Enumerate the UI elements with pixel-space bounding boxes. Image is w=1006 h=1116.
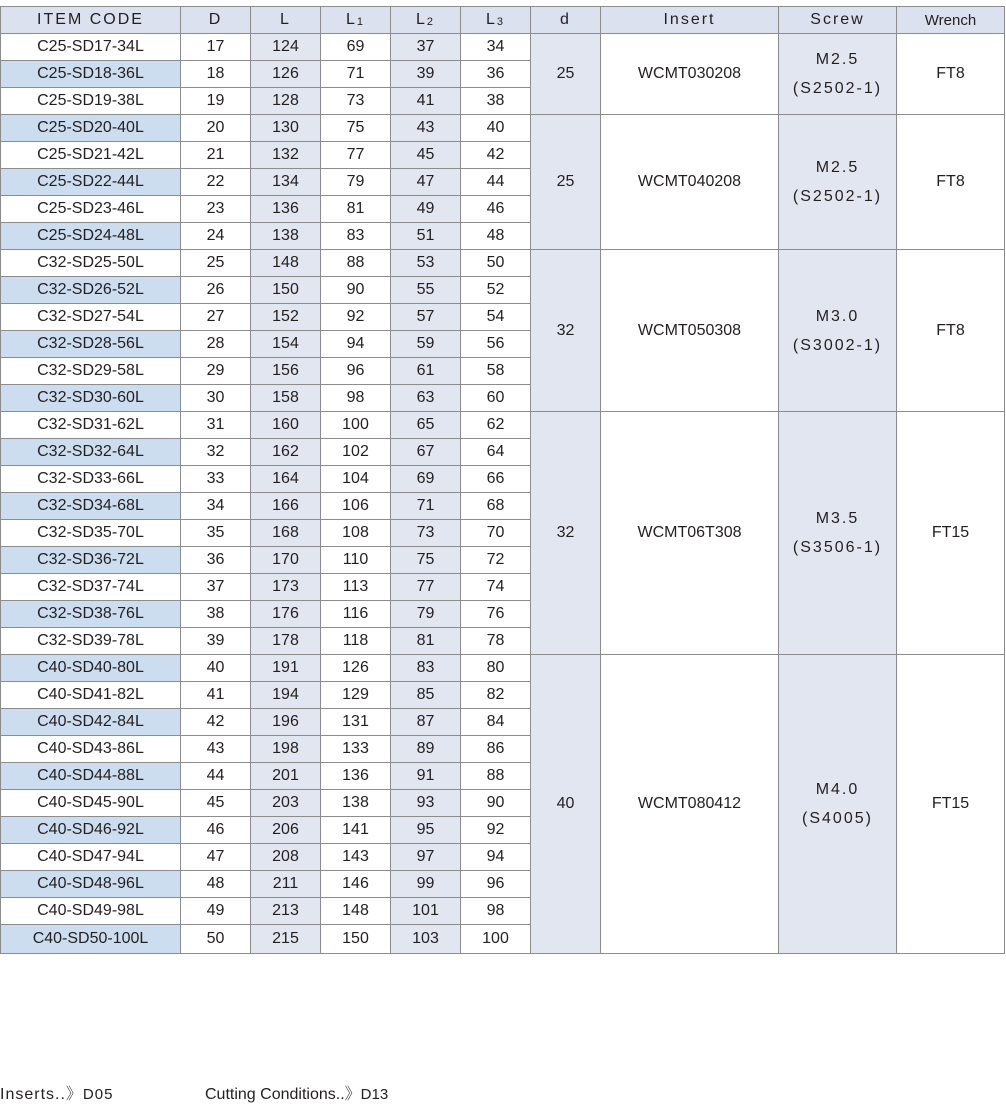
L2-cell: 61 — [391, 358, 461, 385]
D-cell: 46 — [181, 817, 251, 844]
header-L2-sub: 2 — [426, 16, 436, 28]
D-cell: 48 — [181, 871, 251, 898]
L-cell: 176 — [251, 601, 321, 628]
L-cell: 213 — [251, 898, 321, 925]
L1-cell: 100 — [321, 412, 391, 439]
L1-cell: 146 — [321, 871, 391, 898]
L2-cell: 93 — [391, 790, 461, 817]
L2-cell: 45 — [391, 142, 461, 169]
D-cell: 47 — [181, 844, 251, 871]
L2-cell: 49 — [391, 196, 461, 223]
L3-cell: 78 — [461, 628, 531, 655]
L1-cell: 71 — [321, 61, 391, 88]
L1-cell: 92 — [321, 304, 391, 331]
item-code-cell: C40-SD44-88L — [1, 763, 181, 790]
L2-cell: 79 — [391, 601, 461, 628]
D-cell: 26 — [181, 277, 251, 304]
D-cell: 17 — [181, 34, 251, 61]
L2-cell: 89 — [391, 736, 461, 763]
wrench-cell: FT8 — [897, 115, 1005, 250]
L1-cell: 94 — [321, 331, 391, 358]
D-cell: 41 — [181, 682, 251, 709]
D-cell: 39 — [181, 628, 251, 655]
L2-cell: 71 — [391, 493, 461, 520]
header-row — [1, 7, 1005, 34]
L2-cell: 83 — [391, 655, 461, 682]
D-cell: 49 — [181, 898, 251, 925]
screw-cell — [779, 250, 897, 412]
L3-cell: 70 — [461, 520, 531, 547]
L1-cell: 77 — [321, 142, 391, 169]
L1-cell: 138 — [321, 790, 391, 817]
item-code-cell: C40-SD47-94L — [1, 844, 181, 871]
wrench-cell: FT8 — [897, 250, 1005, 412]
header-L2 — [391, 7, 461, 34]
L-cell: 206 — [251, 817, 321, 844]
D-cell: 18 — [181, 61, 251, 88]
L1-cell: 126 — [321, 655, 391, 682]
header-insert: Insert — [601, 7, 779, 34]
item-code-cell: C40-SD48-96L — [1, 871, 181, 898]
L3-cell: 90 — [461, 790, 531, 817]
L1-cell: 83 — [321, 223, 391, 250]
D-cell: 34 — [181, 493, 251, 520]
L-cell: 134 — [251, 169, 321, 196]
header-L1 — [321, 7, 391, 34]
L2-cell: 85 — [391, 682, 461, 709]
L3-cell: 64 — [461, 439, 531, 466]
L2-cell: 73 — [391, 520, 461, 547]
screw-size: M3.5 — [815, 510, 860, 527]
D-cell: 24 — [181, 223, 251, 250]
L1-cell: 81 — [321, 196, 391, 223]
cutting-ref: D13 — [360, 1086, 389, 1103]
wrench-cell: FT15 — [897, 655, 1005, 954]
L3-cell: 98 — [461, 898, 531, 925]
L1-cell: 116 — [321, 601, 391, 628]
D-cell: 29 — [181, 358, 251, 385]
L-cell: 194 — [251, 682, 321, 709]
L2-cell: 77 — [391, 574, 461, 601]
inserts-link[interactable] — [0, 1081, 113, 1104]
L3-cell: 94 — [461, 844, 531, 871]
L-cell: 130 — [251, 115, 321, 142]
L1-cell: 90 — [321, 277, 391, 304]
inserts-ref: D05 — [82, 1086, 114, 1103]
D-cell: 23 — [181, 196, 251, 223]
L1-cell: 104 — [321, 466, 391, 493]
L3-cell: 40 — [461, 115, 531, 142]
item-code-cell: C32-SD39-78L — [1, 628, 181, 655]
item-code-cell: C32-SD34-68L — [1, 493, 181, 520]
D-cell: 37 — [181, 574, 251, 601]
L3-cell: 38 — [461, 88, 531, 115]
shank-d-cell: 32 — [531, 412, 601, 655]
L-cell: 152 — [251, 304, 321, 331]
item-code-cell: C32-SD29-58L — [1, 358, 181, 385]
item-code-cell: C32-SD31-62L — [1, 412, 181, 439]
L2-cell: 103 — [391, 925, 461, 954]
L3-cell: 60 — [461, 385, 531, 412]
L-cell: 154 — [251, 331, 321, 358]
L3-cell: 86 — [461, 736, 531, 763]
L1-cell: 131 — [321, 709, 391, 736]
header-L3-sub: 3 — [496, 16, 506, 28]
L1-cell: 136 — [321, 763, 391, 790]
D-cell: 38 — [181, 601, 251, 628]
insert-cell: WCMT040208 — [601, 115, 779, 250]
L1-cell: 98 — [321, 385, 391, 412]
item-code-cell: C25-SD19-38L — [1, 88, 181, 115]
L1-cell: 110 — [321, 547, 391, 574]
D-cell: 32 — [181, 439, 251, 466]
L3-cell: 72 — [461, 547, 531, 574]
D-cell: 28 — [181, 331, 251, 358]
L3-cell: 52 — [461, 277, 531, 304]
L3-cell: 92 — [461, 817, 531, 844]
D-cell: 21 — [181, 142, 251, 169]
L2-cell: 87 — [391, 709, 461, 736]
L3-cell: 44 — [461, 169, 531, 196]
item-code-cell: C32-SD28-56L — [1, 331, 181, 358]
L3-cell: 48 — [461, 223, 531, 250]
table-row — [1, 34, 1005, 61]
item-code-cell: C32-SD26-52L — [1, 277, 181, 304]
header-L1-sub: 1 — [356, 16, 366, 28]
L3-cell: 74 — [461, 574, 531, 601]
L2-cell: 41 — [391, 88, 461, 115]
L-cell: 128 — [251, 88, 321, 115]
L2-cell: 95 — [391, 817, 461, 844]
shank-d-cell: 40 — [531, 655, 601, 954]
L2-cell: 65 — [391, 412, 461, 439]
screw-code: (S4005) — [802, 810, 873, 827]
L2-cell: 43 — [391, 115, 461, 142]
header-D: D — [181, 7, 251, 34]
spec-table — [0, 6, 1005, 954]
D-cell: 36 — [181, 547, 251, 574]
item-code-cell: C32-SD25-50L — [1, 250, 181, 277]
insert-cell: WCMT050308 — [601, 250, 779, 412]
table-row — [1, 655, 1005, 682]
L-cell: 124 — [251, 34, 321, 61]
L3-cell: 96 — [461, 871, 531, 898]
item-code-cell: C40-SD50-100L — [1, 925, 181, 954]
L-cell: 178 — [251, 628, 321, 655]
D-cell: 30 — [181, 385, 251, 412]
L-cell: 198 — [251, 736, 321, 763]
L2-cell: 81 — [391, 628, 461, 655]
shank-d-cell: 25 — [531, 34, 601, 115]
L-cell: 164 — [251, 466, 321, 493]
D-cell: 40 — [181, 655, 251, 682]
L-cell: 150 — [251, 277, 321, 304]
item-code-cell: C32-SD27-54L — [1, 304, 181, 331]
screw-code: (S3002-1) — [792, 336, 883, 354]
header-item-code: ITEM CODE — [1, 7, 181, 34]
D-cell: 27 — [181, 304, 251, 331]
header-d: d — [531, 7, 601, 34]
L1-cell: 75 — [321, 115, 391, 142]
L3-cell: 42 — [461, 142, 531, 169]
shank-d-cell: 32 — [531, 250, 601, 412]
screw-size: M4.0 — [815, 781, 860, 798]
L-cell: 138 — [251, 223, 321, 250]
header-screw: Screw — [779, 7, 897, 34]
screw-cell — [779, 655, 897, 954]
L2-cell: 69 — [391, 466, 461, 493]
L-cell: 191 — [251, 655, 321, 682]
L1-cell: 133 — [321, 736, 391, 763]
L1-cell: 150 — [321, 925, 391, 954]
L1-cell: 118 — [321, 628, 391, 655]
L3-cell: 46 — [461, 196, 531, 223]
L2-cell: 97 — [391, 844, 461, 871]
D-cell: 44 — [181, 763, 251, 790]
D-cell: 19 — [181, 88, 251, 115]
header-wrench: Wrench — [897, 7, 1005, 34]
L2-cell: 67 — [391, 439, 461, 466]
item-code-cell: C40-SD40-80L — [1, 655, 181, 682]
L1-cell: 79 — [321, 169, 391, 196]
L3-cell: 58 — [461, 358, 531, 385]
L1-cell: 108 — [321, 520, 391, 547]
item-code-cell: C25-SD18-36L — [1, 61, 181, 88]
item-code-cell: C25-SD24-48L — [1, 223, 181, 250]
L3-cell: 68 — [461, 493, 531, 520]
table-row — [1, 115, 1005, 142]
header-L3 — [461, 7, 531, 34]
table-row — [1, 250, 1005, 277]
L2-cell: 47 — [391, 169, 461, 196]
D-cell: 45 — [181, 790, 251, 817]
L3-cell: 36 — [461, 61, 531, 88]
header-L: L — [251, 7, 321, 34]
L2-cell: 75 — [391, 547, 461, 574]
insert-cell: WCMT080412 — [601, 655, 779, 954]
L-cell: 203 — [251, 790, 321, 817]
screw-cell — [779, 412, 897, 655]
screw-code: (S3506-1) — [792, 539, 883, 556]
L1-cell: 113 — [321, 574, 391, 601]
item-code-cell: C25-SD21-42L — [1, 142, 181, 169]
table-body — [1, 34, 1005, 954]
insert-cell: WCMT030208 — [601, 34, 779, 115]
L-cell: 170 — [251, 547, 321, 574]
D-cell: 50 — [181, 925, 251, 954]
screw-cell — [779, 34, 897, 115]
item-code-cell: C32-SD37-74L — [1, 574, 181, 601]
L-cell: 166 — [251, 493, 321, 520]
screw-code: (S2502-1) — [792, 80, 883, 97]
item-code-cell: C25-SD23-46L — [1, 196, 181, 223]
L-cell: 162 — [251, 439, 321, 466]
screw-cell — [779, 115, 897, 250]
header-L3-main: L — [485, 11, 497, 28]
D-cell: 20 — [181, 115, 251, 142]
L3-cell: 84 — [461, 709, 531, 736]
L1-cell: 148 — [321, 898, 391, 925]
L3-cell: 88 — [461, 763, 531, 790]
table-row — [1, 412, 1005, 439]
L3-cell: 62 — [461, 412, 531, 439]
D-cell: 42 — [181, 709, 251, 736]
L3-cell: 54 — [461, 304, 531, 331]
item-code-cell: C32-SD38-76L — [1, 601, 181, 628]
L2-cell: 53 — [391, 250, 461, 277]
L2-cell: 55 — [391, 277, 461, 304]
L-cell: 132 — [251, 142, 321, 169]
L2-cell: 63 — [391, 385, 461, 412]
L2-cell: 37 — [391, 34, 461, 61]
item-code-cell: C32-SD35-70L — [1, 520, 181, 547]
item-code-cell: C25-SD20-40L — [1, 115, 181, 142]
L1-cell: 129 — [321, 682, 391, 709]
item-code-cell: C25-SD17-34L — [1, 34, 181, 61]
D-cell: 22 — [181, 169, 251, 196]
L3-cell: 76 — [461, 601, 531, 628]
D-cell: 35 — [181, 520, 251, 547]
L3-cell: 82 — [461, 682, 531, 709]
item-code-cell: C40-SD42-84L — [1, 709, 181, 736]
item-code-cell: C40-SD45-90L — [1, 790, 181, 817]
L1-cell: 96 — [321, 358, 391, 385]
D-cell: 33 — [181, 466, 251, 493]
L-cell: 196 — [251, 709, 321, 736]
wrench-cell: FT8 — [897, 34, 1005, 115]
L1-cell: 102 — [321, 439, 391, 466]
L3-cell: 100 — [461, 925, 531, 954]
L2-cell: 59 — [391, 331, 461, 358]
wrench-cell: FT15 — [897, 412, 1005, 655]
cutting-label: Cutting Conditions..》 — [205, 1086, 361, 1103]
L-cell: 136 — [251, 196, 321, 223]
footer — [0, 1081, 1006, 1111]
L2-cell: 99 — [391, 871, 461, 898]
L-cell: 148 — [251, 250, 321, 277]
item-code-cell: C40-SD41-82L — [1, 682, 181, 709]
L-cell: 158 — [251, 385, 321, 412]
item-code-cell: C32-SD36-72L — [1, 547, 181, 574]
screw-size: M2.5 — [815, 51, 860, 68]
header-L1-main: L — [345, 11, 357, 28]
item-code-cell: C40-SD49-98L — [1, 898, 181, 925]
L-cell: 201 — [251, 763, 321, 790]
inserts-label: Inserts..》 — [0, 1086, 83, 1103]
L3-cell: 34 — [461, 34, 531, 61]
L-cell: 173 — [251, 574, 321, 601]
L2-cell: 101 — [391, 898, 461, 925]
L1-cell: 106 — [321, 493, 391, 520]
L1-cell: 141 — [321, 817, 391, 844]
L3-cell: 56 — [461, 331, 531, 358]
item-code-cell: C40-SD46-92L — [1, 817, 181, 844]
item-code-cell: C32-SD32-64L — [1, 439, 181, 466]
L1-cell: 143 — [321, 844, 391, 871]
L3-cell: 80 — [461, 655, 531, 682]
L1-cell: 88 — [321, 250, 391, 277]
L-cell: 156 — [251, 358, 321, 385]
L3-cell: 50 — [461, 250, 531, 277]
D-cell: 43 — [181, 736, 251, 763]
L-cell: 215 — [251, 925, 321, 954]
L-cell: 211 — [251, 871, 321, 898]
L-cell: 160 — [251, 412, 321, 439]
cutting-conditions-link[interactable] — [205, 1081, 388, 1104]
L-cell: 126 — [251, 61, 321, 88]
L1-cell: 73 — [321, 88, 391, 115]
item-code-cell: C32-SD33-66L — [1, 466, 181, 493]
L-cell: 168 — [251, 520, 321, 547]
item-code-cell: C32-SD30-60L — [1, 385, 181, 412]
screw-code: (S2502-1) — [792, 188, 883, 205]
L3-cell: 66 — [461, 466, 531, 493]
shank-d-cell: 25 — [531, 115, 601, 250]
item-code-cell: C40-SD43-86L — [1, 736, 181, 763]
item-code-cell: C25-SD22-44L — [1, 169, 181, 196]
L2-cell: 57 — [391, 304, 461, 331]
L2-cell: 91 — [391, 763, 461, 790]
L2-cell: 39 — [391, 61, 461, 88]
D-cell: 31 — [181, 412, 251, 439]
L2-cell: 51 — [391, 223, 461, 250]
D-cell: 25 — [181, 250, 251, 277]
header-L2-main: L — [415, 11, 427, 28]
screw-size: M3.0 — [815, 307, 860, 325]
L-cell: 208 — [251, 844, 321, 871]
screw-size: M2.5 — [815, 159, 860, 176]
insert-cell: WCMT06T308 — [601, 412, 779, 655]
L1-cell: 69 — [321, 34, 391, 61]
